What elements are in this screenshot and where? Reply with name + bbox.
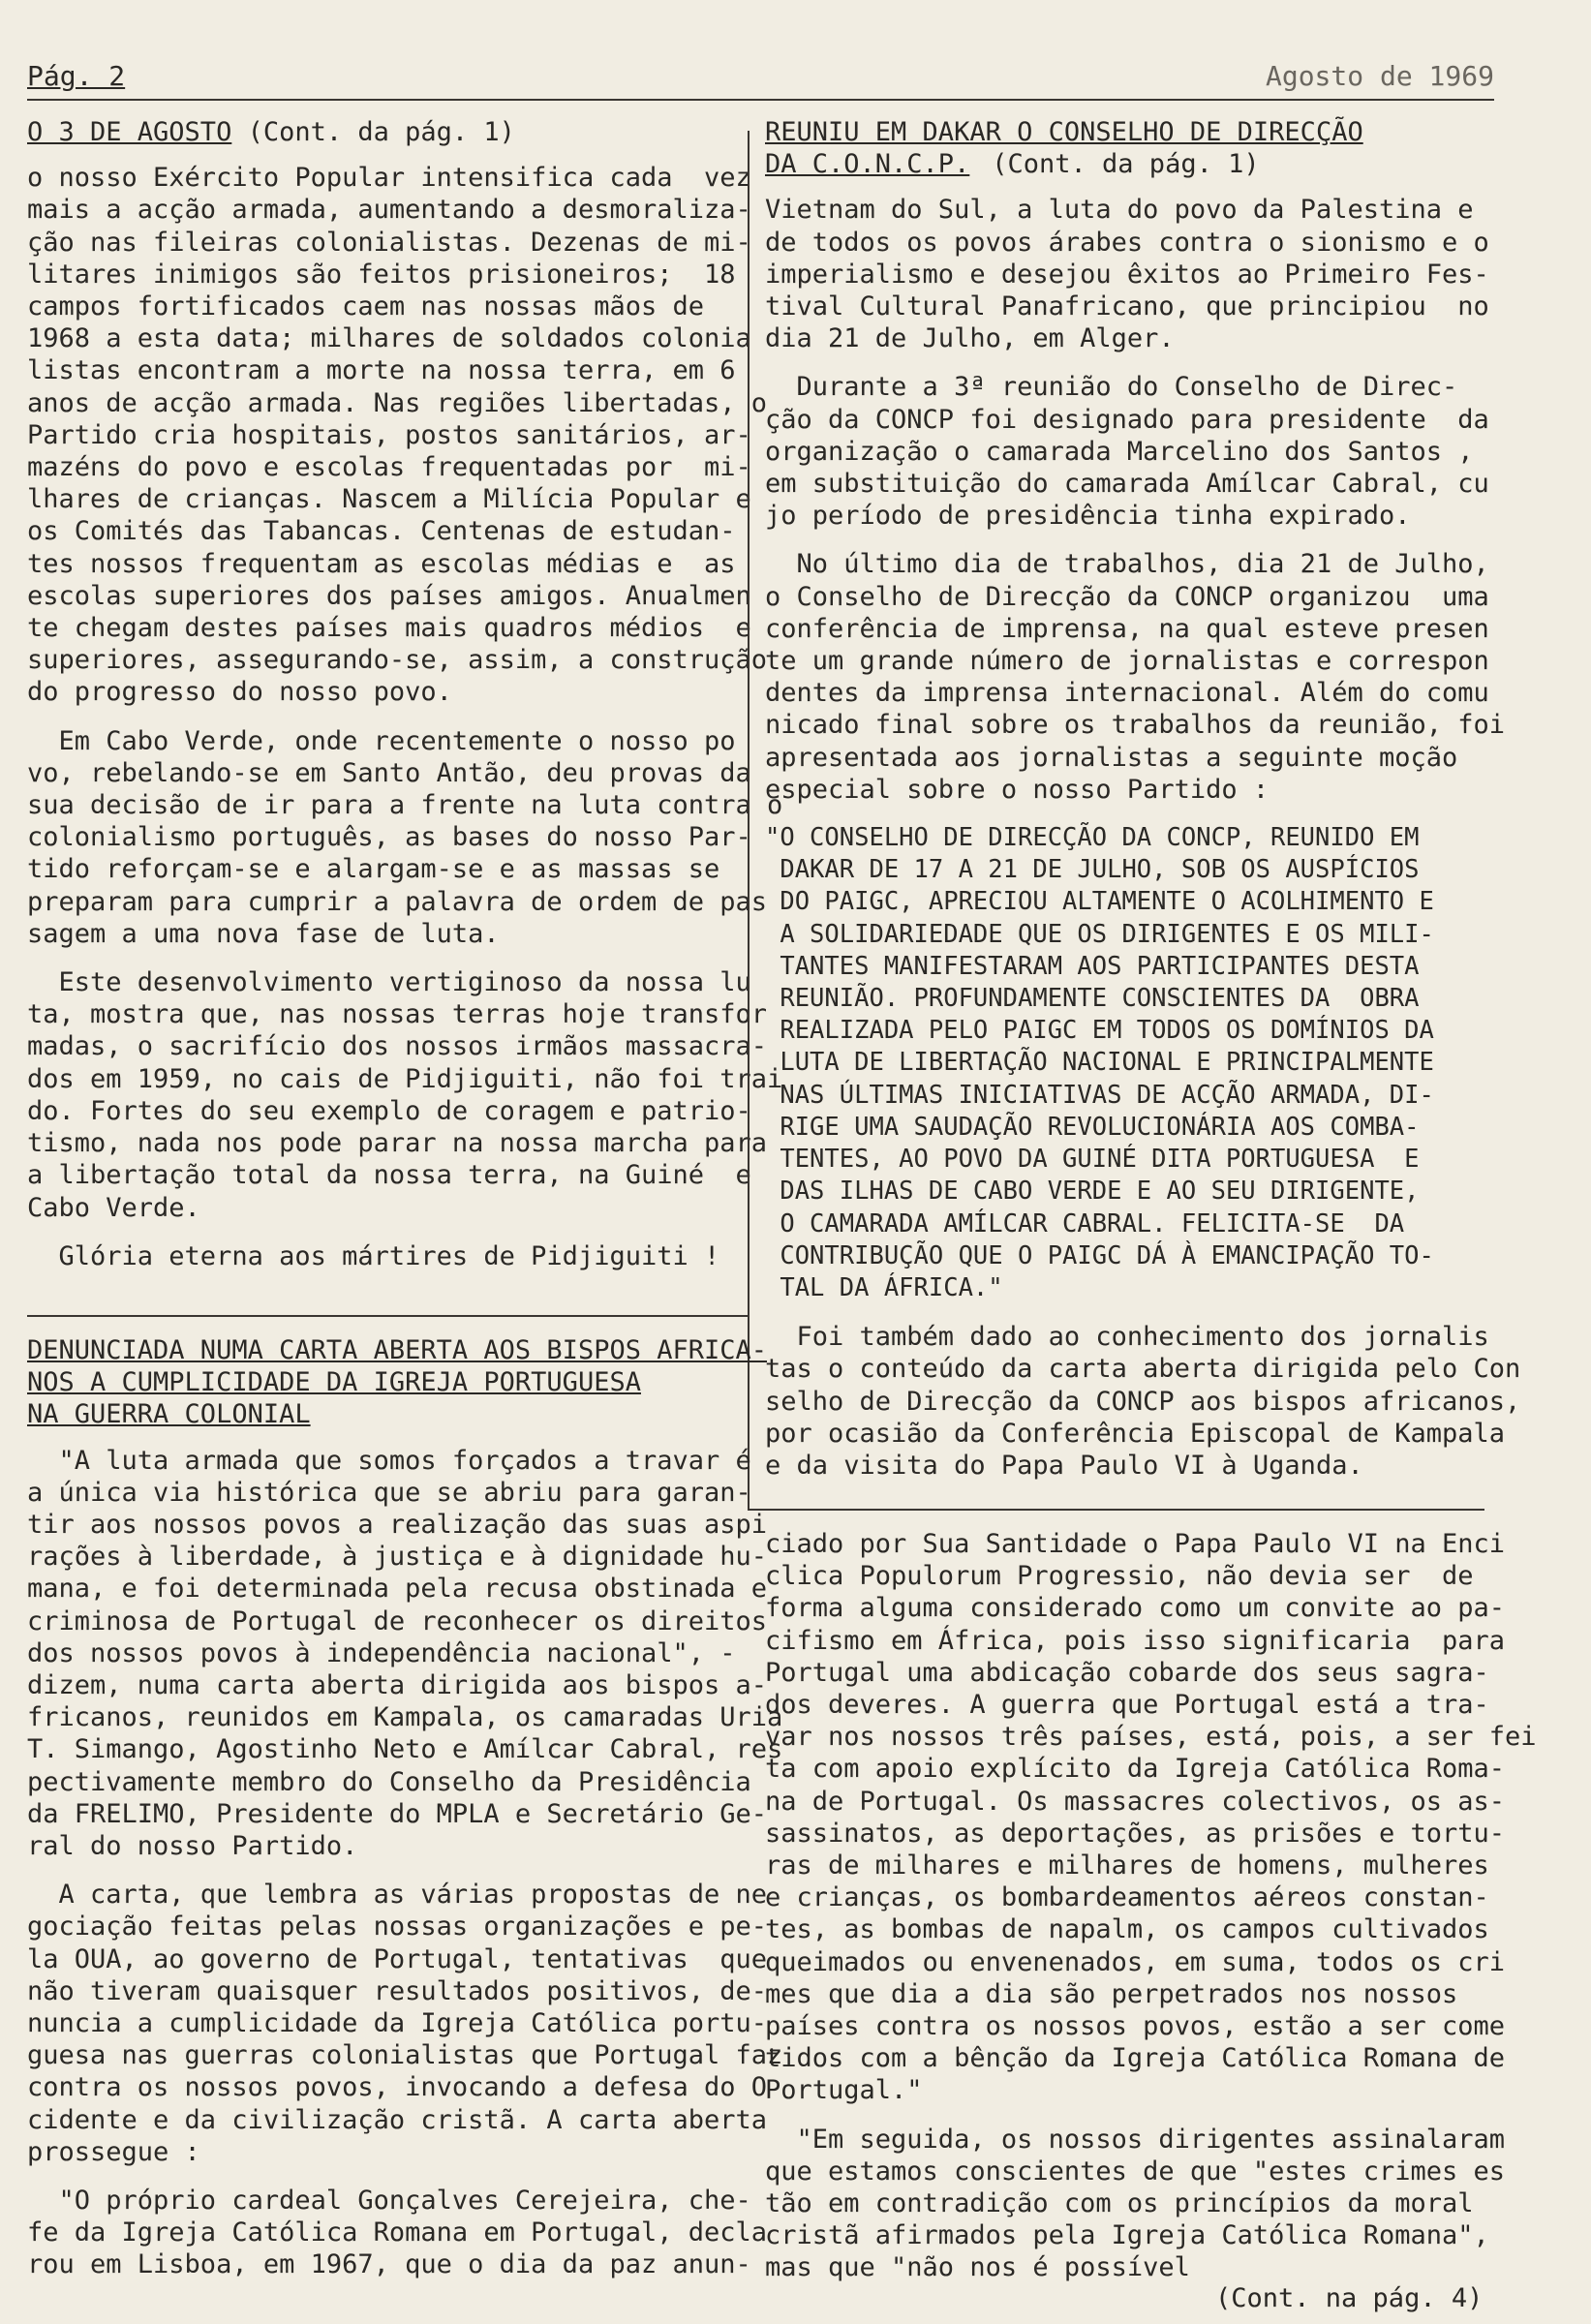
paragraph: "A luta armada que somos forçados a travar é a única via histórica que se abriu para garan- tir aos nossos povos a realização das suas aspi rações à liberdade, à justiça e à dignidade hu- mana, e foi determinada pela recusa obstinada e criminosa de Portugal de reconhecer os direitos dos nossos povos à independência nacional", - dizem, numa carta aberta dirigida aos bispos a- fricanos, reunidos em Kampala, os camaradas Uria T. Simango, Agostinho Neto e Amílcar Cabral, res pectivamente membro do Conselho da Presidência da FRELIMO, Presidente do MPLA e Secretário Ge- ral do nosso Partido. — [27, 1445, 783, 1862]
column-divider — [748, 131, 750, 1511]
headline-text: REUNIU EM DAKAR O CONSELHO DE DIRECÇÃO DA C.O.N.C.P. — [765, 117, 1363, 180]
issue-date: Agosto de 1969 — [1265, 60, 1494, 92]
paragraph: "Em seguida, os nossos dirigentes assinalaram que estamos conscientes de que "estes crimes es tão em contradição com os princípios da moral cristã afirmados pela Igreja Católica Romana", mas que "não nos é possível — [765, 2124, 1506, 2283]
page-header — [27, 56, 1494, 101]
paragraph: Foi também dado ao conhecimento dos jornalis tas o conteúdo da carta aberta dirigida pelo Con selho de Direcção da CONCP aos bispos africanos, por ocasião da Conferência Episcopal de Kampala e da visita do Papa Paulo VI à Uganda. — [765, 1322, 1521, 1481]
paragraph: Em Cabo Verde, onde recentemente o nosso po vo, rebelando-se em Santo Antão, deu provas da sua decisão de ir para a frente na luta contra o colonialismo português, as bases do nosso Par- tido reforçam-se e alargam-se e as massas se preparam para cumprir a palavra de ordem de pas sagem a uma nova fase de luta. — [27, 725, 783, 949]
section-divider — [27, 1315, 749, 1317]
page-number: Pág. 2 — [27, 60, 126, 92]
article-concp-dakar: REUNIU EM DAKAR O CONSELHO DE DIRECÇÃO DA C.O.N.C.P. (Cont. da pág. 1) Vietnam do Sul, a luta do povo da Palestina e de todos os povos árabes contra o sionismo e o imperialismo e desejou êxitos ao Primeiro Fes- tival Cultural Panafricano, que principiou no dia 21 de Julho, em Alger. Durante a 3ª reunião do Conselho de Direc- ção da CONCP foi designado para presidente da organização o camarada Marcelino dos Santos , em substituição do camarada Amílcar Cabral, cu jo período de presidência tinha expirado. No último dia de trabalhos, dia 21 de Julho, o Conselho de Direcção da CONCP organizou uma conferência de imprensa, na qual esteve presen te um grande número de jornalistas e correspon dentes da imprensa internacional. Além do comu nicado final sobre os trabalhos da reunião, foi apresentada aos jornalistas a seguinte moção especial sobre o nosso Partido : "O CONSELHO DE DIRECÇÃO DA CONCP, REUNIDO EM DAKAR DE 17 A 21 DE JULHO, SOB OS AUSPÍCIOS DO PAIGC, APRECIOU ALTAMENTE O ACOLHIMENTO E A SOLIDARIEDADE QUE OS DIRIGENTES E OS MILI- TANTES MANIFESTARAM AOS PARTICIPANTES DESTA REUNIÃO. PROFUNDAMENTE CONSCIENTES DA OBRA REALIZADA PELO PAIGC EM TODOS OS DOMÍNIOS DA LUTA DE LIBERTAÇÃO NACIONAL E PRINCIPALMENTE NAS ÚLTIMAS INICIATIVAS DE ACÇÃO ARMADA, DI- RIGE UMA SAUDAÇÃO REVOLUCIONÁRIA AOS COMBA- TENTES, AO POVO DA GUINÉ DITA PORTUGUESA E DAS ILHAS DE CABO VERDE E AO SEU DIRIGENTE, O CAMARADA AMÍLCAR CABRAL. FELICITA-SE DA CONTRIBUÇÃO QUE O PAIGC DÁ À EMANCIPAÇÃO TO- TAL DA ÁFRICA." Foi também dado ao conhecimento dos jornalis tas o conteúdo da carta aberta dirigida pelo Con selho de Direcção da CONCP aos bispos africanos, por ocasião da Conferência Episcopal de Kampala e da visita do Papa Paulo VI à Uganda. — [765, 117, 1521, 1481]
paragraph: Glória eterna aos mártires de Pidjiguiti ! — [27, 1240, 720, 1271]
paragraph: No último dia de trabalhos, dia 21 de Julho, o Conselho de Direcção da CONCP organizou uma conferência de imprensa, na qual esteve presen te um grande número de jornalistas e correspon dentes da imprensa internacional. Além do comu nicado final sobre os trabalhos da reunião, foi apresentada aos jornalistas a seguinte moção especial sobre o nosso Partido : — [765, 549, 1506, 805]
article-carta-bispos-continued — [765, 1528, 1537, 2301]
paragraph: "O próprio cardeal Gonçalves Cerejeira, che- fe da Igreja Católica Romana em Portugal, decla rou em Lisboa, em 1967, que o dia da paz anun- — [27, 2186, 768, 2280]
continuation-note: (Cont. da pág. 1) — [231, 117, 515, 147]
paragraph: A carta, que lembra as várias propostas de ne gociação feitas pelas nossas organizações e pe- la OUA, ao governo de Portugal, tentativas que não tiveram quaisquer resultados positivos, de- nuncia a cumplicidade da Igreja Católica portu- guesa nas guerras colonialistas que Portugal faz contra os nossos povos, invocando a defesa do O cidente e da civilização cristã. A carta aberta prossegue : — [27, 1880, 783, 2167]
headline-text: O 3 DE AGOSTO — [27, 117, 232, 147]
paragraph: Durante a 3ª reunião do Conselho de Direc- ção da CONCP foi designado para presidente da organização o camarada Marcelino dos Santos , em substituição do camarada Amílcar Cabral, cu jo período de presidência tinha expirado. — [765, 372, 1489, 532]
paragraph: Vietnam do Sul, a luta do povo da Palestina e de todos os povos árabes contra o sionismo e o imperialismo e desejou êxitos ao Primeiro Fes- tival Cultural Panafricano, que principiou no dia 21 de Julho, em Alger. — [765, 195, 1489, 354]
article-headline — [27, 116, 734, 148]
section-divider — [749, 1509, 1484, 1511]
continuation-note: (Cont. na pág. 4) — [1215, 2283, 1484, 2313]
article-3-de-agosto — [27, 116, 783, 1289]
motion-quote: "O CONSELHO DE DIRECÇÃO DA CONCP, REUNIDO EM DAKAR DE 17 A 21 DE JULHO, SOB OS AUSPÍCIOS DO PAIGC, APRECIOU ALTAMENTE O ACOLHIMENTO E A SOLIDARIEDADE QUE OS DIRIGENTES E OS MILI- TANTES MANIFESTARAM AOS PARTICIPANTES DESTA REUNIÃO. PROFUNDAMENTE CONSCIENTES DA OBRA REALIZADA PELO PAIGC EM TODOS OS DOMÍNIOS DA LUTA DE LIBERTAÇÃO NACIONAL E PRINCIPALMENTE NAS ÚLTIMAS INICIATIVAS DE ACÇÃO ARMADA, DI- RIGE UMA SAUDAÇÃO REVOLUCIONÁRIA AOS COMBA- TENTES, AO POVO DA GUINÉ DITA PORTUGUESA E DAS ILHAS DE CABO VERDE E AO SEU DIRIGENTE, O CAMARADA AMÍLCAR CABRAL. FELICITA-SE DA CONTRIBUÇÃO QUE O PAIGC DÁ À EMANCIPAÇÃO TO- TAL DA ÁFRICA." — [765, 823, 1434, 1302]
paragraph: Este desenvolvimento vertiginoso da nossa lu ta, mostra que, nas nossas terras hoje transfor madas, o sacrifício dos nossos irmãos massacra- dos em 1959, no cais de Pidjiguiti, não foi trai do. Fortes do seu exemplo de coragem e patrio- tismo, nada nos pode parar na nossa marcha para a libertação total da nossa terra, na Guiné e Cabo Verde. — [27, 967, 783, 1223]
article-carta-bispos — [27, 1334, 783, 2298]
article-headline — [27, 1334, 768, 1431]
headline-text: DENUNCIADA NUMA CARTA ABERTA AOS BISPOS AFRICA- NOS A CUMPLICIDADE DA IGREJA PORTUGUESA NA GUERRA COLONIAL — [27, 1335, 768, 1430]
paragraph: ciado por Sua Santidade o Papa Paulo VI na Enci clica Populorum Progressio, não devia ser de forma alguma considerado como um convite ao pa- cifismo em África, pois isso significaria para Portugal uma abdicação cobarde dos seus sagra- dos deveres. A guerra que Portugal está a tra- var nos nossos três países, está, pois, a ser fei ta com apoio explícito da Igreja Católica Roma- na de Portugal. Os massacres colectivos, os as- sassinatos, as deportações, as prisões e tortu- ras de milhares e milhares de homens, mulheres e crianças, os bombardeamentos aéreos constan- tes, as bombas de napalm, os campos cultivados queimados ou envenenados, em suma, todos os cri mes que dia a dia são perpetrados nos nossos países contra os nossos povos, estão a ser come tidos com a bênção da Igreja Católica Romana de Portugal." — [765, 1529, 1537, 2106]
paragraph: o nosso Exército Popular intensifica cada vez mais a acção armada, aumentando a desmoraliza- ção nas fileiras colonialistas. Dezenas de mi- litares inimigos são feitos prisioneiros; 18 campos fortificados caem nas nossas mãos de 1968 a esta data; milhares de soldados colonia listas encontram a morte na nossa terra, em 6 anos de acção armada. Nas regiões libertadas, o Partido cria hospitais, postos sanitários, ar- mazéns do povo e escolas frequentadas por mi- lhares de crianças. Nascem a Milícia Popular e os Comités das Tabancas. Centenas de estudan- tes nossos frequentam as escolas médias e as escolas superiores dos países amigos. Anualmen te chegam destes países mais quadros médios e superiores, assegurando-se, assim, a construção do progresso do nosso povo. — [27, 163, 768, 708]
